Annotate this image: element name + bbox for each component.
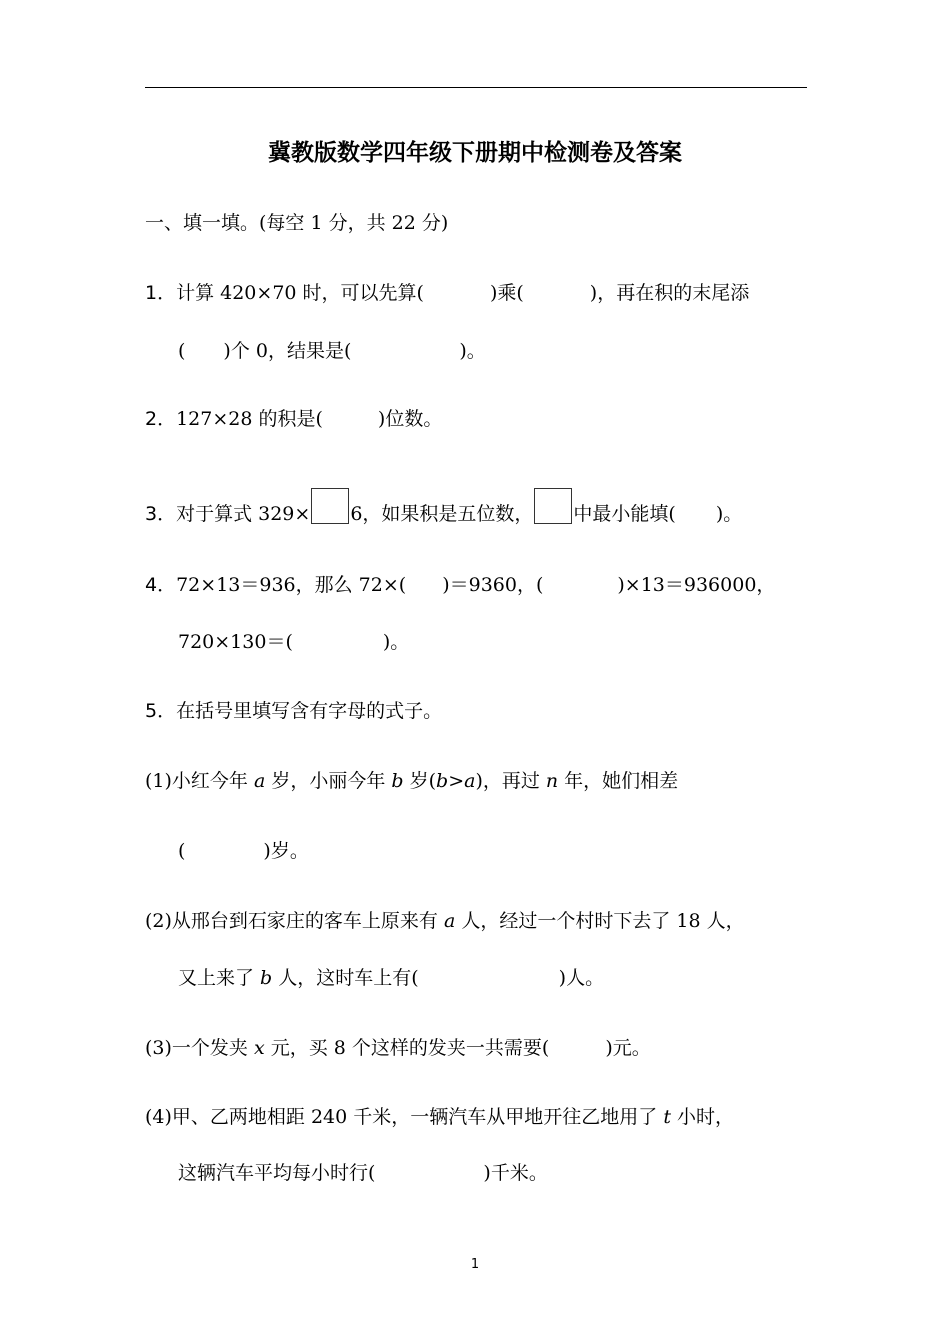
question-number: 1． (145, 282, 177, 304)
question-3: 3．对于算式 329× 6，如果积是五位数， 中最小能填( )。 (145, 488, 742, 527)
question-4: 4．72×13＝936，那么 72×( )＝9360，( )×13＝936000， (145, 574, 776, 596)
sub-question-4: (4)甲、乙两地相距 240 千米，一辆汽车从甲地开往乙地用了 t 小时， (145, 1106, 734, 1128)
header-rule (145, 87, 807, 88)
question-number: 4． (145, 574, 177, 596)
question-1: 1．计算 420×70 时，可以先算( )乘( )，再在积的末尾添 (145, 282, 750, 304)
sub-question-1-cont: ( )岁。 (178, 840, 309, 862)
sub-question-3: (3)一个发夹 x 元，买 8 个这样的发夹一共需要( )元。 (145, 1037, 651, 1059)
question-1-cont: ( )个 0，结果是( )。 (178, 340, 486, 362)
question-number: 3． (145, 503, 177, 525)
page-title: 冀教版数学四年级下册期中检测卷及答案 (268, 140, 682, 166)
page-number: 1 (470, 1257, 480, 1272)
sub-question-4-cont: 这辆汽车平均每小时行( )千米。 (178, 1162, 548, 1184)
question-number: 2． (145, 408, 177, 430)
question-number: 5． (145, 700, 177, 722)
question-4-cont: 720×130＝( )。 (178, 631, 410, 653)
digit-box (311, 488, 349, 524)
digit-box (534, 488, 572, 524)
sub-question-2: (2)从邢台到石家庄的客车上原来有 a 人，经过一个村时下去了 18 人， (145, 910, 745, 932)
question-5: 5．在括号里填写含有字母的式子。 (145, 700, 443, 722)
section-heading: 一、填一填。(每空 1 分，共 22 分) (145, 212, 449, 234)
sub-question-2-cont: 又上来了 b 人，这时车上有( )人。 (178, 967, 605, 989)
question-2: 2．127×28 的积是( )位数。 (145, 408, 443, 430)
sub-question-1: (1)小红今年 a 岁，小丽今年 b 岁(b>a)，再过 n 年，她们相差 (145, 770, 679, 792)
